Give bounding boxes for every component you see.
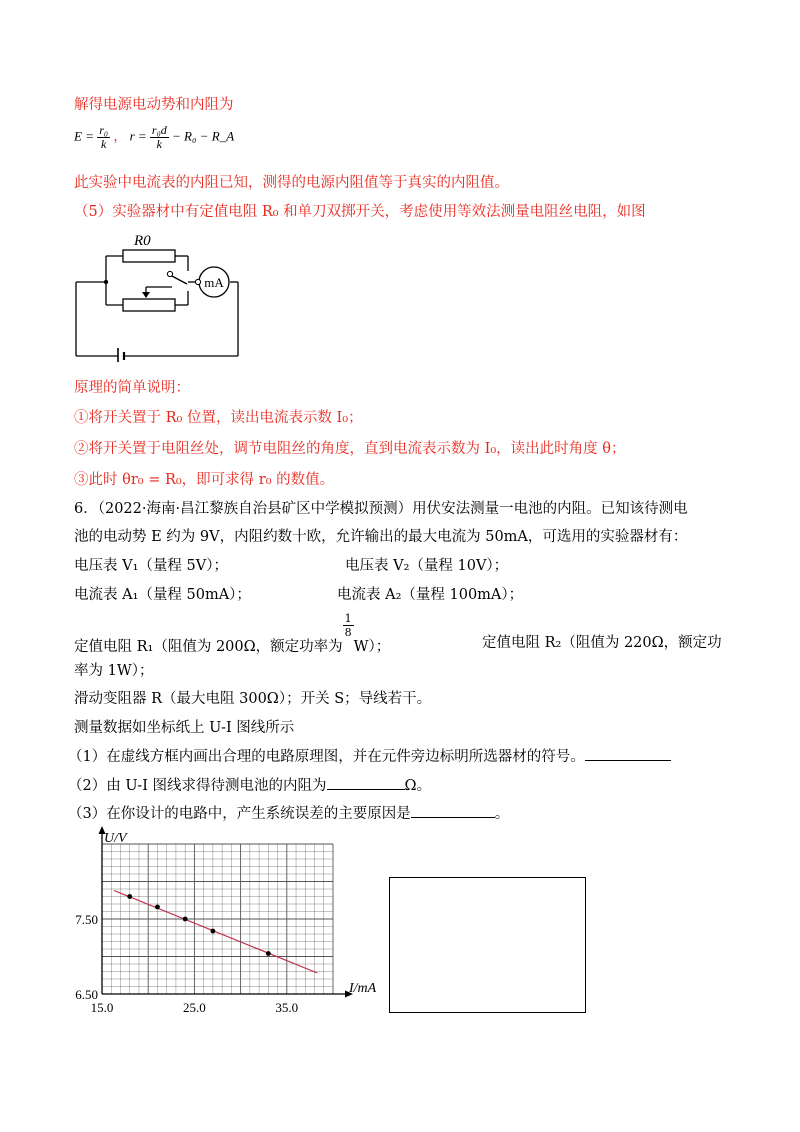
rheostat-line: 滑动变阻器 R（最大电阻 300Ω）；开关 S；导线若干。 — [74, 691, 432, 707]
q6-line-1: 6．（2022·海南·昌江黎族自治县矿区中学模拟预测）用伏安法测量一电池的内阻。已知该待测电 — [74, 501, 688, 517]
solution-part5: （5）实验器材中有定值电阻 R₀ 和单刀双掷开关，考虑使用等效法测量电阻丝电阻，如图 — [74, 204, 646, 220]
answer-blank-3[interactable] — [411, 803, 495, 818]
principle-step-2: ②将开关置于电阻丝处，调节电阻丝的角度，直到电流表示数为 I₀，读出此时角度 θ； — [74, 441, 626, 457]
formula-r-fraction: $\frac{\text{r₀d}}{k}$ — [151, 123, 167, 151]
data-point — [266, 951, 271, 956]
data-point — [155, 905, 160, 910]
formula-r-lhs: r = — [129, 128, 147, 144]
data-note: 测量数据如坐标纸上 U-I 图线所示 — [74, 720, 295, 736]
emf-formula — [74, 124, 234, 151]
ammeter-a2: 电流表 A₂（量程 100mA）； — [337, 587, 524, 603]
u-i-chart — [60, 826, 390, 1022]
x-tick-label: 25.0 — [183, 1000, 206, 1015]
ammeter-a1: 电流表 A₁（量程 50mA）； — [74, 587, 251, 603]
question-part-3: （3）在你设计的电路中，产生系统误差的主要原因是 。 — [68, 803, 509, 824]
solution-conclusion: 此实验中电流表的内阻已知，测得的电源内阻值等于真实的内阻值。 — [74, 175, 509, 191]
equivalent-circuit-diagram — [66, 226, 246, 362]
voltmeter-v2: 电压表 V₂（量程 10V）； — [345, 558, 509, 574]
y-axis-label: U/V — [104, 831, 127, 846]
resistor-r1: 定值电阻 R₁（阻值为 200Ω，额定功率为 $\frac{1}{8}$ W）； — [74, 612, 391, 655]
circuit-label-ma: mA — [204, 275, 224, 290]
question-part-1: （1）在虚线方框内画出合理的电路原理图，并在元件旁边标明所选器材的符号。 — [68, 746, 671, 767]
tick-labels — [75, 912, 298, 1015]
answer-blank-1[interactable] — [585, 746, 671, 761]
formula-e-lhs: E = — [74, 128, 94, 144]
formula-separator: ， — [113, 128, 127, 144]
data-point — [210, 929, 215, 934]
answer-blank-2[interactable] — [327, 775, 405, 790]
voltmeter-v1: 电压表 V₁（量程 5V）； — [74, 558, 228, 574]
y-tick-label: 7.50 — [75, 912, 98, 927]
circuit-answer-box[interactable] — [389, 877, 586, 1013]
r1-power-fraction: $\frac{1}{8}$ — [344, 612, 352, 639]
question-part-2: （2）由 U-I 图线求得待测电池的内阻为 Ω。 — [68, 775, 431, 796]
circuit-label-r0: R0 — [134, 233, 151, 249]
formula-e-fraction: $\frac{\text{r₀}}{k}$ — [99, 123, 109, 151]
x-tick-label: 15.0 — [90, 1000, 114, 1015]
formula-r-rest: − R₀ − R_A — [172, 128, 235, 144]
principle-step-3: ③此时 θr₀ = R₀，即可求得 r₀ 的数值。 — [74, 472, 335, 488]
q6-line-2: 池的电动势 E 约为 9V，内阻约数十欧，允许输出的最大电流为 50mA，可选用的实验器材有： — [74, 529, 688, 545]
x-axis-label: I/mA — [349, 981, 377, 996]
x-tick-label: 35.0 — [275, 1000, 299, 1015]
principle-step-1: ①将开关置于 R₀ 位置，读出电流表示数 I₀； — [74, 410, 363, 426]
solution-heading: 解得电源电动势和内阻为 — [74, 97, 234, 113]
data-point — [183, 917, 188, 922]
y-tick-label: 6.50 — [75, 987, 98, 1002]
data-point — [127, 894, 132, 899]
principle-title: 原理的简单说明： — [74, 380, 190, 396]
resistor-r2: 定值电阻 R₂（阻值为 220Ω，额定功 — [482, 635, 722, 651]
resistor-r2-cont: 率为 1W）； — [74, 663, 154, 679]
